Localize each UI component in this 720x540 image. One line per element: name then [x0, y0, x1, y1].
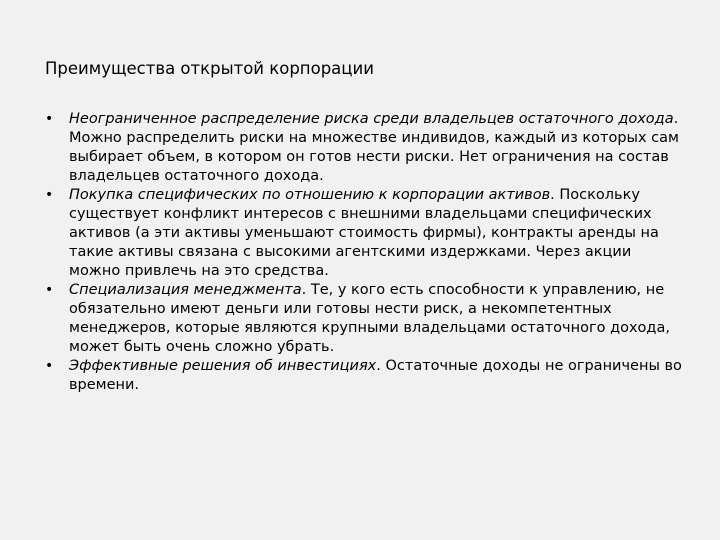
slide-title: Преимущества открытой корпорации — [45, 59, 374, 78]
bullet-item — [45, 281, 685, 357]
bullet-icon: • — [45, 358, 54, 374]
bullet-icon: • — [45, 111, 54, 127]
bullet-text: . Остаточные доходы не ограничены во времени. — [69, 358, 682, 393]
bullet-text: . Поскольку существует конфликт интересов с внешними владельцами специфических активов (а эти активы уменьшают стоимость фирмы), контракты аренды на такие активы связана с высокими агентскими издержками. Через акции можно привлечь на это средства. — [69, 187, 659, 279]
bullet-lead: Специализация менеджмента — [69, 282, 302, 298]
bullet-text: . Можно распределить риски на множестве индивидов, каждый из которых сам выбирает объем, в котором он готов нести риски. Нет ограничения на состав владельцев остаточного дохода. — [69, 111, 679, 184]
bullet-lead: Покупка специфических по отношению к корпорации активов — [69, 187, 551, 203]
bullet-item — [45, 186, 685, 281]
bullet-lead: Неограниченное распределение риска среди владельцев остаточного дохода — [69, 111, 674, 127]
bullet-item — [45, 357, 685, 395]
bullet-item — [45, 110, 685, 186]
bullet-text: . Те, у кого есть способности к управлению, не обязательно имеют деньги или готовы нести риск, а некомпетентных менеджеров, которые являются крупными владельцами остаточного дохода, может быть очень сложно убрать. — [69, 282, 670, 355]
bullet-list — [45, 110, 685, 395]
bullet-icon: • — [45, 187, 54, 203]
bullet-lead: Эффективные решения об инвестициях — [69, 358, 377, 374]
bullet-icon: • — [45, 282, 54, 298]
